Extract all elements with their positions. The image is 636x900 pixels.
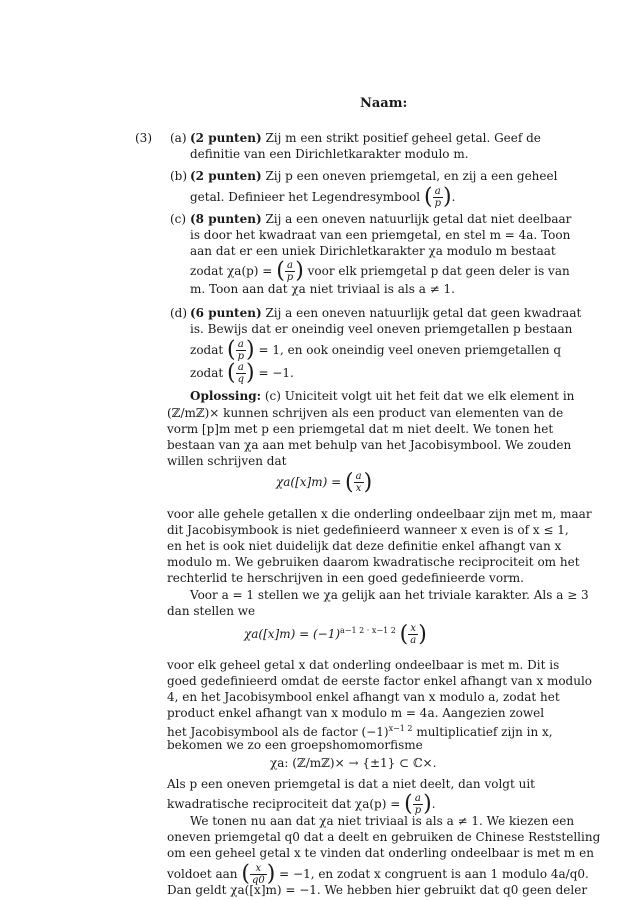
part-c-line-5: m. Toon aan dat χa niet triviaal is als a ≠ 1. xyxy=(190,282,455,296)
solution-line-7: dit Jacobisymbook is niet gedefinieerd wanneer x even is of x ≤ 1, xyxy=(167,523,569,537)
solution-line-12: dan stellen we xyxy=(167,604,256,618)
part-c-line-3: aan dat er een uniek Dirichletkarakter χa modulo m bestaat xyxy=(190,244,556,258)
solution-line-10: rechterlid te herschrijven in een goed gedefinieerde vorm. xyxy=(167,571,524,585)
solution-line-17: het Jacobisymbool als de factor $(-1)^{x-1 2}$ multiplicatief zijn in x, xyxy=(167,724,553,739)
part-c-text-1: Zij a een oneven natuurlijk getal dat niet deelbaar xyxy=(265,212,572,226)
solution-line-13: voor elk geheel getal x dat onderling ondeelbaar is met m. Dit is xyxy=(167,658,560,672)
part-d-text-1: Zij a een oneven natuurlijk getal dat geen kwadraat xyxy=(265,306,582,320)
part-d-line-4: zodat ( $\frac{a}{q}$ ) = −1. xyxy=(190,360,294,386)
equation-3: χa: (ℤ/mℤ)× → {±1} ⊂ ℂ×. xyxy=(270,756,437,770)
solution-line-9: modulo m. We gebruiken daarom kwadratische reciprociteit om het xyxy=(167,555,580,569)
part-c-points: (8 punten) xyxy=(190,212,262,226)
solution-line-3: vorm [p]m met p een priemgetal dat m niet deelt. We tonen het xyxy=(167,422,554,436)
part-c-line-2: is door het kwadraat van een priemgetal, en stel m = 4a. Toon xyxy=(190,228,571,242)
equation-1: χa([x]m) = ( $\frac{a}{x}$ ) xyxy=(276,470,373,495)
solution-line-1: Oplossing: (c) Uniciteit volgt uit het feit dat we elk element in xyxy=(190,389,575,403)
part-a-line-1 xyxy=(190,130,541,146)
part-b-label: (b) xyxy=(170,169,188,183)
solution-line-15: 4, en het Jacobisymbool enkel afhangt van x modulo a, zodat het xyxy=(167,690,560,704)
part-b-text-2: getal. Definieer het Legendresymbool xyxy=(190,190,421,204)
solution-heading: Oplossing: xyxy=(190,389,262,403)
solution-line-2: (ℤ/mℤ)× kunnen schrijven als een product van elementen van de xyxy=(167,406,564,420)
part-b-line-1 xyxy=(190,168,558,184)
part-b-text-1: Zij p een oneven priemgetal, en zij a een geheel xyxy=(265,169,558,183)
part-d-line-3: zodat ( $\frac{a}{p}$ ) = 1, en ook oneindig veel oneven priemgetallen q xyxy=(190,337,562,363)
part-d-line-1 xyxy=(190,305,582,321)
part-a-points: (2 punten) xyxy=(190,131,262,145)
part-b-points: (2 punten) xyxy=(190,169,262,183)
solution-line-8: en het is ook niet duidelijk dat deze definitie enkel afhangt van x xyxy=(167,539,562,553)
solution-line-23: om een geheel getal x te vinden dat onderling ondeelbaar is met m en xyxy=(167,846,594,860)
solution-line-25: Dan geldt χa([x]m) = −1. We hebben hier gebruikt dat q0 geen deler xyxy=(167,883,588,897)
part-c-label: (c) xyxy=(170,212,187,226)
solution-line-14: goed gedefinieerd omdat de eerste factor enkel afhangt van x modulo xyxy=(167,674,593,688)
solution-line-22: oneven priemgetal q0 dat a deelt en gebruiken de Chinese Reststelling xyxy=(167,830,601,844)
part-d-line-2: is. Bewijs dat er oneindig veel oneven priemgetallen p bestaan xyxy=(190,322,573,336)
part-a-label: (a) xyxy=(170,131,187,145)
part-b-line-2: getal. Definieer het Legendresymbool ( $\frac{a}{p}$ ). xyxy=(190,184,456,210)
solution-line-20: kwadratische reciprociteit dat χa(p) = ( $\frac{a}{p}$ ). xyxy=(167,791,436,817)
solution-line-19: Als p een oneven priemgetal is dat a niet deelt, dan volgt uit xyxy=(167,777,536,791)
part-d-label: (d) xyxy=(170,306,188,320)
name-label: Naam: xyxy=(360,96,408,111)
part-a-line-2: definitie van een Dirichletkarakter modulo m. xyxy=(190,147,469,161)
question-number: (3) xyxy=(135,131,152,145)
solution-line-18: bekomen we zo een groepshomomorfisme xyxy=(167,738,423,752)
solution-line-6: voor alle gehele getallen x die onderling ondeelbaar zijn met m, maar xyxy=(167,507,592,521)
solution-line-11: Voor a = 1 stellen we χa gelijk aan het triviale karakter. Als a ≥ 3 xyxy=(190,588,589,602)
solution-line-24: voldoet aan ( $\frac{x}{q0}$ ) = −1, en zodat x congruent is aan 1 modulo 4a/q0. xyxy=(167,861,589,887)
solution-line-4: bestaan van χa aan met behulp van het Jacobisymbool. We zouden xyxy=(167,438,572,452)
part-c-line-4: zodat χa(p) = ( $\frac{a}{p}$ ) voor elk priemgetal p dat geen deler is van xyxy=(190,258,570,284)
part-a-text-1: Zij m een strikt positief geheel getal. Geef de xyxy=(265,131,541,145)
solution-line-16: product enkel afhangt van x modulo m = 4a. Aangezien zowel xyxy=(167,706,545,720)
solution-line-21: We tonen nu aan dat χa niet triviaal is als a ≠ 1. We kiezen een xyxy=(190,814,575,828)
legendre-fraction: $\frac{a}{p}$ xyxy=(434,186,441,209)
solution-line-5: willen schrijven dat xyxy=(167,454,287,468)
part-d-points: (6 punten) xyxy=(190,306,262,320)
equation-2: $\chi a([x]m) = (-1)^{a-1 2 \cdot x-1 2}$ ( $\frac{x}{a}$ ) xyxy=(244,622,427,647)
part-c-line-1 xyxy=(190,211,572,227)
